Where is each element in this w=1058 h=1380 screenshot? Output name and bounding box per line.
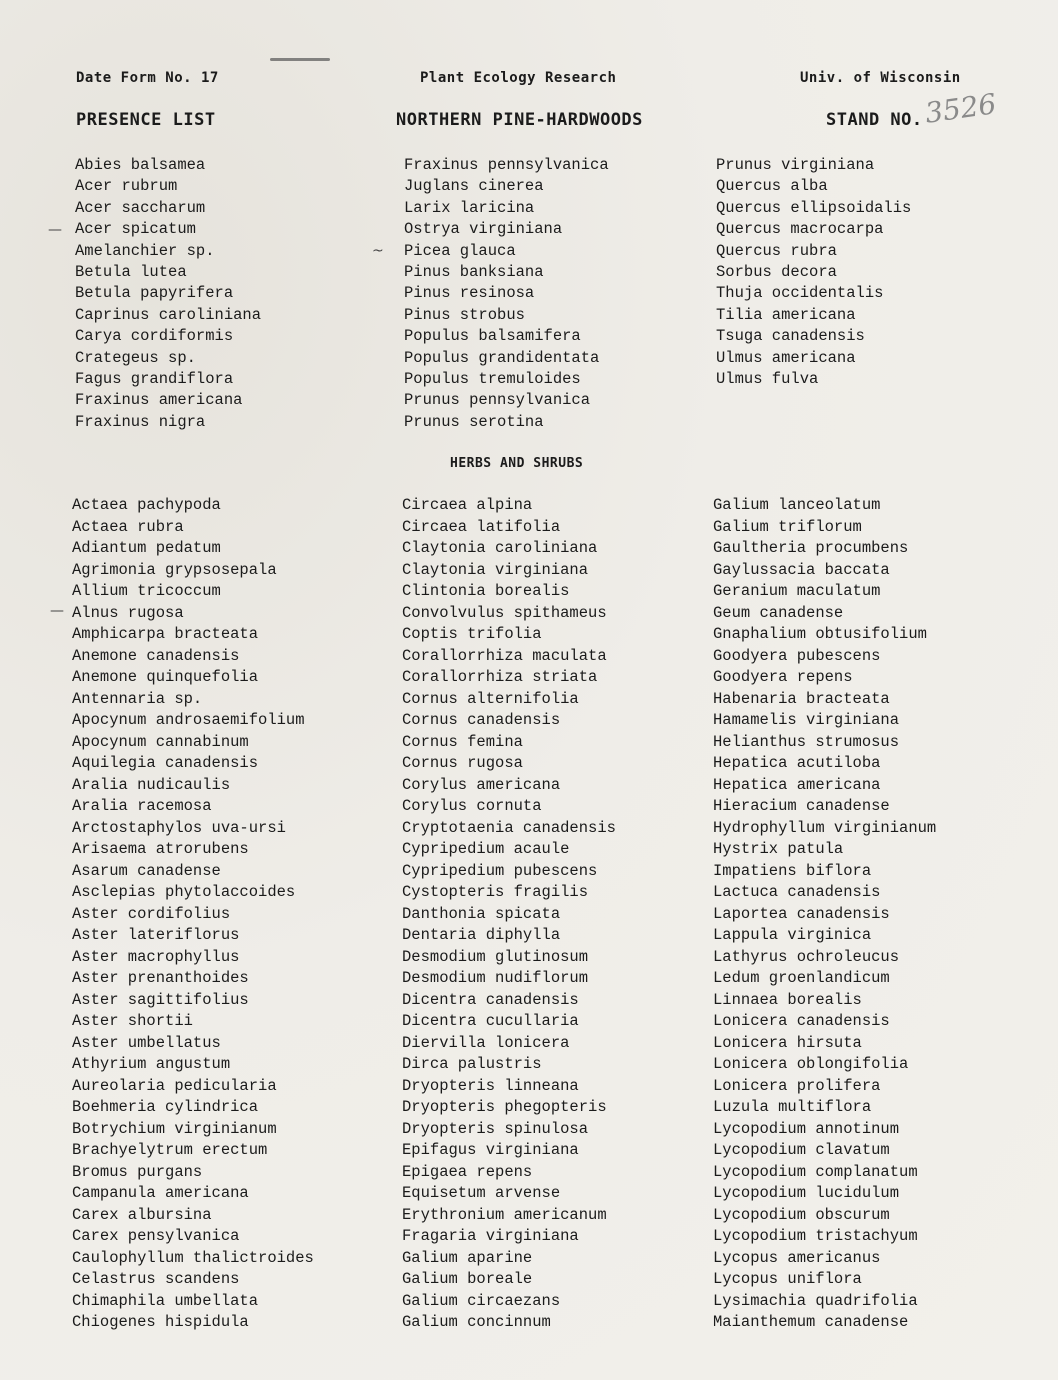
species-item: Geum canadense	[713, 603, 844, 622]
species-item: Lycopodium lucidulum	[713, 1184, 900, 1202]
species-item: Pinus strobus	[404, 305, 525, 324]
list-title: PRESENCE LIST	[76, 110, 216, 130]
species-item: Dryopteris phegopteris	[402, 1098, 607, 1116]
institution-name: Univ. of Wisconsin	[800, 70, 961, 86]
species-item: Cornus alternifolia	[402, 689, 579, 708]
stand-label: STAND NO.	[826, 110, 923, 130]
species-item: Coptis trifolia	[402, 625, 542, 643]
species-item: Hydrophyllum virginianum	[713, 818, 937, 837]
species-item: Fagus grandiflora	[75, 369, 234, 388]
species-item: Quercus alba	[716, 177, 828, 196]
species-item: Chimaphila umbellata	[72, 1291, 259, 1310]
species-item: Lycopodium complanatum	[713, 1162, 918, 1181]
species-item: Impatiens biflora	[713, 861, 872, 880]
species-item: Antennaria sp.	[72, 689, 203, 708]
species-item: Quercus rubra	[716, 241, 837, 260]
species-item: Tsuga canadensis	[716, 327, 865, 346]
tree-list-col1	[75, 155, 261, 433]
species-item: Lonicera canadensis	[713, 1012, 890, 1030]
species-item: Acer rubrum	[75, 177, 178, 196]
species-item: Gaultheria procumbens	[713, 539, 909, 557]
species-item: Lonicera hirsuta	[713, 1033, 862, 1052]
species-item: Carex pensylvanica	[72, 1227, 240, 1245]
species-item: Galium aparine	[402, 1248, 533, 1267]
species-item: Quercus ellipsoidalis	[716, 198, 912, 217]
species-item: Adiantum pedatum	[72, 539, 221, 557]
species-item: Betula lutea	[75, 262, 187, 281]
form-number: Date Form No. 17	[76, 70, 219, 86]
species-item: Ostrya virginiana	[404, 220, 563, 239]
community-title: NORTHERN PINE-HARDWOODS	[396, 110, 643, 130]
species-item: Galium boreale	[402, 1270, 533, 1288]
herb-list-col2	[402, 495, 616, 1334]
species-item: Carya cordiformis	[75, 327, 234, 346]
species-item: Aster sagittifolius	[72, 990, 249, 1009]
species-item: Bromus purgans	[72, 1162, 203, 1181]
species-item: Fraxinus pennsylvanica	[404, 156, 609, 174]
species-item: Apocynum cannabinum	[72, 732, 249, 751]
species-item: Arctostaphylos uva-ursi	[72, 818, 286, 837]
species-item: Hepatica acutiloba	[713, 754, 881, 772]
species-item: Lathyrus ochroleucus	[713, 947, 900, 966]
species-item: Thuja occidentalis	[716, 284, 884, 303]
species-item: Ulmus fulva	[716, 369, 819, 388]
species-item: Aster lateriflorus	[72, 926, 240, 944]
species-item: Cornus rugosa	[402, 754, 523, 772]
species-item: Cypripedium acaule	[402, 840, 570, 858]
species-item: Aster shortii	[72, 1012, 193, 1030]
species-item: Populus tremuloides	[404, 369, 581, 388]
species-item: Botrychium virginianum	[72, 1119, 277, 1138]
species-item: Lycopus americanus	[713, 1248, 881, 1267]
species-item: Carex albursina	[72, 1205, 212, 1224]
species-item: Helianthus strumosus	[713, 732, 900, 751]
species-item: Caprinus caroliniana	[75, 305, 262, 324]
species-item: Boehmeria cylindrica	[72, 1098, 259, 1116]
program-title: Plant Ecology Research	[420, 70, 617, 86]
species-item: Larix laricina	[404, 198, 535, 217]
species-item: Habenaria bracteata	[713, 689, 890, 708]
check-mark: —	[50, 603, 64, 619]
species-item: Aquilegia canadensis	[72, 754, 259, 772]
species-item: Juglans cinerea	[404, 177, 544, 196]
species-item: Fragaria virginiana	[402, 1227, 579, 1245]
species-item: Luzula multiflora	[713, 1098, 872, 1116]
species-item: Ulmus americana	[716, 348, 856, 367]
species-item: Agrimonia grypsosepala	[72, 560, 277, 579]
species-item: Tilia americana	[716, 305, 856, 324]
species-item: Circaea latifolia	[402, 517, 561, 536]
species-item: Arisaema atrorubens	[72, 840, 249, 858]
species-item: Aureolaria pedicularia	[72, 1076, 277, 1095]
species-item: Aster prenanthoides	[72, 969, 249, 987]
species-item: Apocynum androsaemifolium	[72, 711, 305, 729]
herbs-heading: HERBS AND SHRUBS	[450, 456, 584, 471]
species-item: Pinus resinosa	[404, 284, 535, 303]
herb-list-col3	[713, 495, 936, 1334]
species-item: Corylus cornuta	[402, 797, 542, 815]
species-item: Caulophyllum thalictroides	[72, 1248, 314, 1267]
species-item: Allium tricoccum	[72, 582, 221, 600]
check-mark: ~	[372, 243, 384, 259]
species-item: Anemone canadensis	[72, 646, 240, 665]
species-item: Galium triflorum	[713, 517, 862, 536]
check-mark: —	[48, 222, 62, 238]
species-item: Laportea canadensis	[713, 904, 890, 923]
species-item: Geranium maculatum	[713, 582, 881, 600]
species-item: Prunus serotina	[404, 412, 544, 431]
stand-number-handwritten: 3526	[923, 87, 999, 130]
species-item: Hystrix patula	[713, 840, 844, 858]
species-item: Dentaria diphylla	[402, 926, 561, 944]
species-item: Picea glauca	[404, 241, 516, 260]
species-item: Brachyelytrum erectum	[72, 1141, 268, 1159]
species-item: Galium circaezans	[402, 1291, 561, 1310]
species-item: Acer saccharum	[75, 198, 206, 217]
species-item: Anemone quinquefolia	[72, 668, 259, 686]
species-item: Maianthemum canadense	[713, 1313, 909, 1331]
herb-list-col1	[72, 495, 314, 1334]
species-item: Lonicera prolifera	[713, 1076, 881, 1095]
species-item: Erythronium americanum	[402, 1205, 607, 1224]
species-item: Populus balsamifera	[404, 327, 581, 346]
species-item: Lycopodium clavatum	[713, 1141, 890, 1159]
species-item: Actaea rubra	[72, 517, 184, 536]
species-item: Convolvulus spithameus	[402, 603, 607, 622]
species-item: Lactuca canadensis	[713, 883, 881, 901]
species-item: Galium lanceolatum	[713, 496, 881, 514]
species-item: Lonicera oblongifolia	[713, 1055, 909, 1073]
species-item: Cystopteris fragilis	[402, 883, 589, 901]
species-item: Lappula virginica	[713, 926, 872, 944]
species-item: Cypripedium pubescens	[402, 861, 598, 880]
species-item: Celastrus scandens	[72, 1270, 240, 1288]
tree-list-col2	[404, 155, 609, 433]
species-item: Aster macrophyllus	[72, 947, 240, 966]
species-item: Acer spicatum	[75, 220, 196, 239]
species-item: Corylus americana	[402, 775, 561, 794]
species-item: Corallorrhiza striata	[402, 668, 598, 686]
species-item: Desmodium nudiflorum	[402, 969, 589, 987]
species-item: Gnaphalium obtusifolium	[713, 625, 927, 643]
species-item: Hieracium canadense	[713, 797, 890, 815]
species-item: Dicentra cucullaria	[402, 1012, 579, 1030]
species-item: Danthonia spicata	[402, 904, 561, 923]
species-item: Clintonia borealis	[402, 582, 570, 600]
species-item: Desmodium glutinosum	[402, 947, 589, 966]
species-item: Crategeus sp.	[75, 348, 196, 367]
species-item: Lycopodium obscurum	[713, 1205, 890, 1224]
species-item: Lycopodium annotinum	[713, 1119, 900, 1138]
species-item: Lycopus uniflora	[713, 1270, 862, 1288]
ink-mark	[270, 58, 330, 61]
species-item: Cryptotaenia canadensis	[402, 818, 616, 837]
tree-list-col3	[716, 155, 911, 390]
species-item: Galium concinnum	[402, 1313, 551, 1331]
species-item: Cornus canadensis	[402, 711, 561, 729]
species-item: Alnus rugosa	[72, 603, 184, 622]
species-item: Aralia nudicaulis	[72, 775, 231, 794]
species-item: Fraxinus nigra	[75, 412, 206, 431]
species-item: Goodyera repens	[713, 668, 853, 686]
species-item: Asarum canadense	[72, 861, 221, 880]
species-item: Quercus macrocarpa	[716, 220, 884, 239]
species-item: Ledum groenlandicum	[713, 969, 890, 987]
species-item: Amphicarpa bracteata	[72, 625, 259, 643]
species-item: Diervilla lonicera	[402, 1033, 570, 1052]
species-item: Asclepias phytolaccoides	[72, 883, 296, 901]
species-item: Prunus pennsylvanica	[404, 391, 591, 410]
species-item: Epifagus virginiana	[402, 1141, 579, 1159]
species-item: Circaea alpina	[402, 496, 533, 514]
species-item: Aster cordifolius	[72, 904, 231, 923]
species-item: Abies balsamea	[75, 156, 206, 174]
species-item: Cornus femina	[402, 732, 523, 751]
species-item: Goodyera pubescens	[713, 646, 881, 665]
species-item: Lysimachia quadrifolia	[713, 1291, 918, 1310]
species-item: Hepatica americana	[713, 775, 881, 794]
species-item: Aralia racemosa	[72, 797, 212, 815]
species-item: Aster umbellatus	[72, 1033, 221, 1052]
species-item: Prunus virginiana	[716, 156, 875, 174]
species-item: Hamamelis virginiana	[713, 711, 900, 729]
species-item: Linnaea borealis	[713, 990, 862, 1009]
species-item: Actaea pachypoda	[72, 496, 221, 514]
species-item: Populus grandidentata	[404, 348, 600, 367]
species-item: Dicentra canadensis	[402, 990, 579, 1009]
species-item: Chiogenes hispidula	[72, 1313, 249, 1331]
species-item: Dryopteris spinulosa	[402, 1119, 589, 1138]
species-item: Dirca palustris	[402, 1055, 542, 1073]
species-item: Sorbus decora	[716, 262, 837, 281]
species-item: Epigaea repens	[402, 1162, 533, 1181]
species-item: Pinus banksiana	[404, 262, 544, 281]
species-item: Lycopodium tristachyum	[713, 1227, 918, 1245]
species-item: Fraxinus americana	[75, 391, 243, 410]
species-item: Athyrium angustum	[72, 1055, 231, 1073]
species-item: Claytonia virginiana	[402, 560, 589, 579]
species-item: Claytonia caroliniana	[402, 539, 598, 557]
species-item: Corallorrhiza maculata	[402, 646, 607, 665]
species-item: Betula papyrifera	[75, 284, 234, 303]
species-item: Gaylussacia baccata	[713, 560, 890, 579]
species-item: Amelanchier sp.	[75, 241, 215, 260]
species-item: Equisetum arvense	[402, 1184, 561, 1202]
species-item: Campanula americana	[72, 1184, 249, 1202]
species-item: Dryopteris linneana	[402, 1076, 579, 1095]
